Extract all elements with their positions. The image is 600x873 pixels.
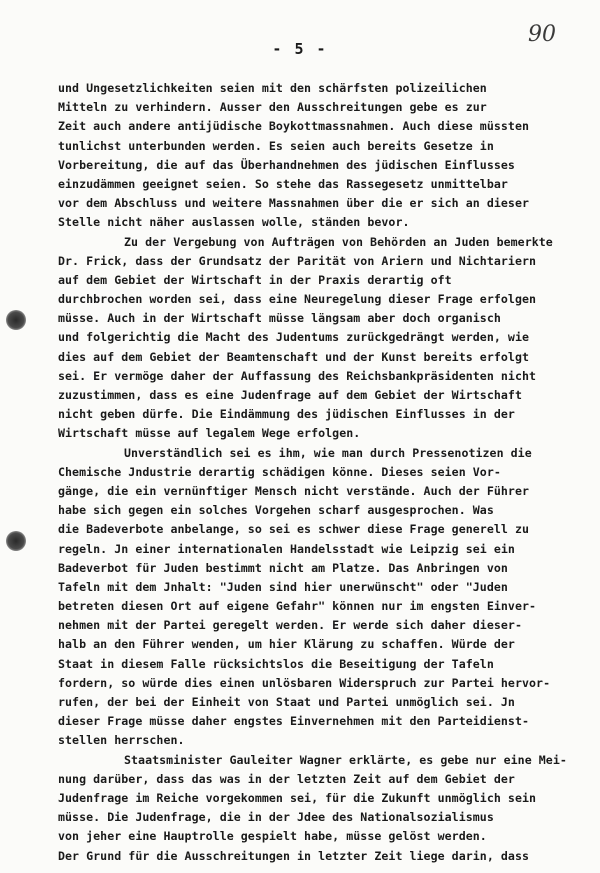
text-line: müsse. Auch in der Wirtschaft müsse längsam aber doch organisch xyxy=(58,311,501,326)
typewritten-body xyxy=(58,79,568,866)
text-line: Staat in diesem Falle rücksichtslos die Beseitigung der Tafeln xyxy=(58,656,494,671)
text-line: halb an den Führer wenden, um hier Klärung zu schaffen. Würde der xyxy=(58,637,515,652)
text-line: Unverständlich sei es ihm, wie man durch Pressenotizen die xyxy=(124,445,532,460)
text-line: Dr. Frick, dass der Grundsatz der Parität von Ariern und Nichtariern xyxy=(58,253,537,268)
punch-hole-icon xyxy=(6,531,26,551)
text-line: zuzustimmen, dass es eine Judenfrage auf dem Gebiet der Wirtschaft xyxy=(58,388,522,402)
text-line: nehmen mit der Partei geregelt werden. Er werde sich daher dieser- xyxy=(58,618,522,633)
text-line: vor dem Abschluss und weitere Massnahmen über die er sich an dieser xyxy=(58,196,530,211)
text-line: Zeit auch andere antijüdische Boykottmassnahmen. Auch diese müssten xyxy=(58,119,530,134)
text-line: Stelle nicht näher auslassen wolle, ständen bevor. xyxy=(58,215,410,230)
handwritten-annotation: 90 xyxy=(528,22,556,47)
text-line: Zu der Vergebung von Aufträgen von Behörden an Juden bemerkte xyxy=(124,234,553,249)
text-line: einzudämmen geeignet seien. So stehe das Rassegesetz unmittelbar xyxy=(58,176,508,191)
text-line: fordern, so würde dies einen unlösbaren Widerspruch zur Partei hervor- xyxy=(58,675,551,690)
text-line: Der Grund für die Ausschreitungen in letzter Zeit liege darin, dass xyxy=(58,848,530,863)
punch-hole-icon xyxy=(6,310,26,330)
text-line: nicht geben dürfe. Die Eindämmung des jüdischen Einflusses in der xyxy=(58,407,515,422)
text-line: Staatsminister Gauleiter Wagner erklärte, es gebe nur eine Mei- xyxy=(124,752,567,767)
text-line: tunlichst unterbunden werden. Es seien auch bereits Gesetze in xyxy=(58,138,494,153)
text-line: und Ungesetzlichkeiten seien mit den schärfsten polizeilichen xyxy=(58,81,487,95)
text-line: stellen herrschen. xyxy=(58,733,185,748)
page-number: - 5 - xyxy=(272,40,328,58)
text-line: nung darüber, dass das was in der letzten Zeit auf dem Gebiet der xyxy=(58,771,515,786)
text-line: regeln. Jn einer internationalen Handelsstadt wie Leipzig sei ein xyxy=(58,541,515,556)
text-line: dies auf dem Gebiet der Beamtenschaft und der Kunst bereits erfolgt xyxy=(58,349,530,364)
text-line: gänge, die ein vernünftiger Mensch nicht verstände. Auch der Führer xyxy=(58,483,530,498)
text-line: dieser Frage müsse daher engstes Einvernehmen mit den Parteidienst- xyxy=(58,714,530,729)
text-line: Badeverbot für Juden bestimmt nicht am Platze. Das Anbringen von xyxy=(58,560,508,575)
text-line: und folgerichtig die Macht des Judentums zurückgedrängt werden, wie xyxy=(58,330,530,345)
text-line: Wirtschaft müsse auf legalem Wege erfolgen. xyxy=(58,426,361,441)
text-line: Vorbereitung, die auf das Überhandnehmen des jüdischen Einflusses xyxy=(58,157,515,172)
text-line: Tafeln mit dem Jnhalt: "Juden sind hier unerwünscht" oder "Juden xyxy=(58,579,508,594)
text-line: die Badeverbote anbelange, so sei es schwer diese Frage generell zu xyxy=(58,522,530,537)
text-line: Chemische Jndustrie derartig schädigen könne. Dieses seien Vor- xyxy=(58,464,501,479)
text-line: habe sich gegen ein solches Vorgehen scharf ausgesprochen. Was xyxy=(58,503,494,518)
text-line: durchbrochen worden sei, dass eine Neuregelung dieser Frage erfolgen xyxy=(58,292,537,307)
text-line: Mitteln zu verhindern. Ausser den Ausschreitungen gebe es zur xyxy=(58,100,487,115)
text-line: von jeher eine Hauptrolle gespielt habe, müsse gelöst werden. xyxy=(58,829,487,844)
text-line: müsse. Die Judenfrage, die in der Jdee des Nationalsozialismus xyxy=(58,810,494,825)
text-line: betreten diesen Ort auf eigene Gefahr" können nur im engsten Einver- xyxy=(58,599,537,614)
text-line: sei. Er vermöge daher der Auffassung des Reichsbankpräsidenten nicht xyxy=(58,368,537,383)
text-line: auf dem Gebiet der Wirtschaft in der Praxis derartig oft xyxy=(58,272,452,287)
text-line: rufen, der bei der Einheit von Staat und Partei unmöglich sei. Jn xyxy=(58,695,515,709)
text-line: Judenfrage im Reiche vorgekommen sei, für die Zukunft unmöglich sein xyxy=(58,790,537,805)
